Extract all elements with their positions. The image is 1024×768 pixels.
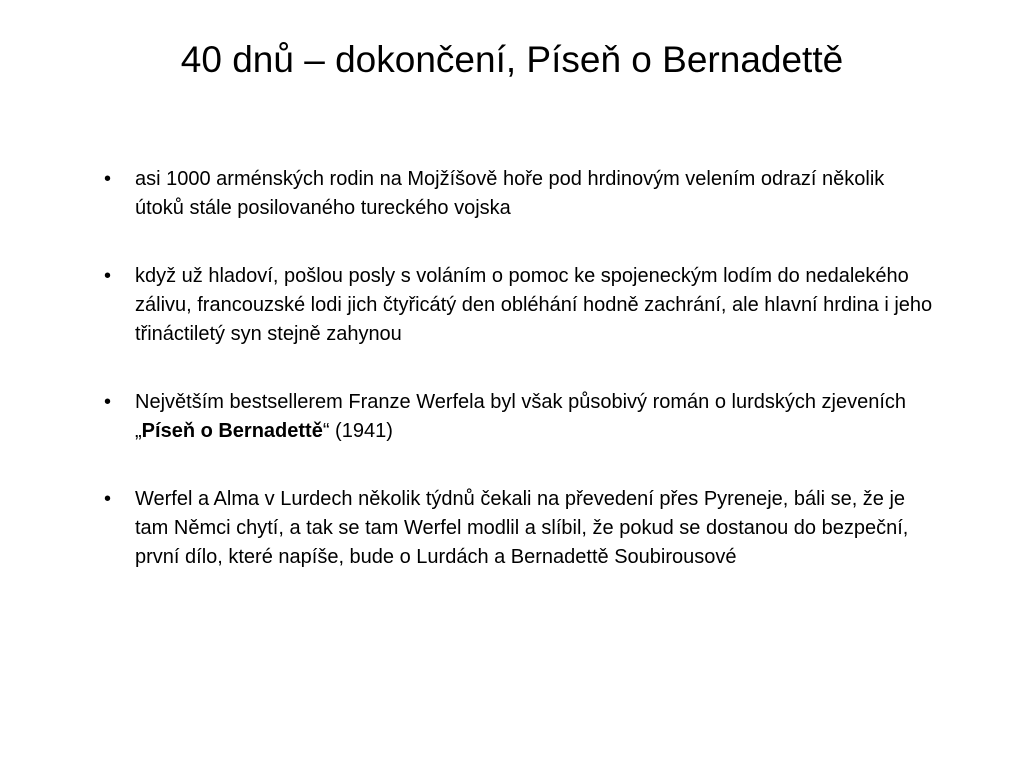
bullet-text-after: “ (1941): [322, 420, 393, 442]
slide-title: 40 dnů – dokončení, Píseň o Bernadettě: [180, 39, 844, 80]
bullet-marker: •: [104, 391, 112, 413]
bullet-marker: •: [104, 168, 112, 190]
book-title: Píseň o Bernadettě: [141, 420, 323, 442]
bullet-item-4: [104, 485, 934, 572]
bullet-text-before: Největším bestsellerem Franze Werfela byl však působivý román o lurdských zjeveních „: [135, 391, 907, 442]
bullet-text: asi 1000 arménských rodin na Mojžíšově hoře pod hrdinovým velením odrazí několik útoků stále posilovaného tureckého vojska: [135, 168, 885, 219]
bullet-list: [104, 165, 934, 611]
bullet-marker: •: [104, 265, 112, 287]
bullet-text: když už hladoví, pošlou posly s voláním o pomoc ke spojeneckým lodím do nedalekého zálivu, francouzské lodi jich čtyřicátý den obléhání hodně zachrání, ale hlavní hrdina i jeho třináctiletý syn stejně zahynou: [135, 265, 933, 345]
bullet-item-3: [104, 388, 934, 446]
bullet-text: Werfel a Alma v Lurdech několik týdnů čekali na převedení přes Pyreneje, báli se, že je tam Němci chytí, a tak se tam Werfel modlil a slíbil, že pokud se dostanou do bezpeční, první dílo, které napíše, bude o Lurdách a Bernadettě Soubirousové: [135, 488, 909, 568]
bullet-marker: •: [104, 488, 112, 510]
bullet-item-2: [104, 262, 934, 349]
bullet-item-1: [104, 165, 934, 223]
